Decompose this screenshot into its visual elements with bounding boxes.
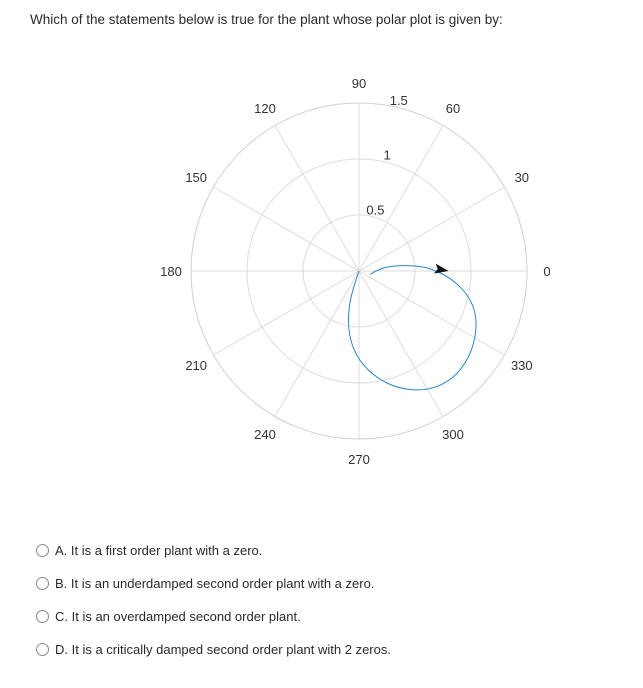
grid-spoke-10 <box>359 271 443 416</box>
angle-tick-label-8: 240 <box>254 426 276 442</box>
angle-tick-label-9: 270 <box>348 452 370 467</box>
option-d[interactable] <box>36 633 391 666</box>
angle-tick-label-2: 60 <box>445 101 461 117</box>
option-b[interactable] <box>36 567 391 600</box>
angle-tick-label-5: 150 <box>185 170 208 185</box>
option-c-label: C. It is an overdamped second order plant. <box>55 609 301 624</box>
angle-tick-label-3: 90 <box>351 76 367 91</box>
angle-tick-label-0: 0 <box>543 264 551 279</box>
grid-spoke-7 <box>214 271 359 355</box>
angle-tick-label-7: 210 <box>185 358 208 373</box>
radial-tick-label-2: 1.5 <box>389 92 408 108</box>
grid-spoke-1 <box>359 187 504 271</box>
angle-tick-label-1: 30 <box>514 170 530 185</box>
grid-spoke-4 <box>275 126 359 271</box>
radio-button-d[interactable] <box>36 643 49 656</box>
arrow-head-0 <box>434 264 449 274</box>
radial-tick-label-0: 0.5 <box>366 202 385 218</box>
radio-button-c[interactable] <box>36 610 49 623</box>
question-text: Which of the statements below is true for the plant whose polar plot is given by: <box>30 12 503 27</box>
option-d-label: D. It is a critically damped second order plant with 2 zeros. <box>55 642 391 657</box>
radio-button-a[interactable] <box>36 544 49 557</box>
option-a[interactable] <box>36 534 391 567</box>
grid-spoke-2 <box>359 126 443 271</box>
answer-options <box>36 534 391 666</box>
angle-tick-label-11: 330 <box>510 358 533 373</box>
angle-tick-label-10: 300 <box>442 426 464 442</box>
option-a-label: A. It is a first order plant with a zero. <box>55 543 263 558</box>
angle-tick-label-4: 120 <box>254 101 276 117</box>
grid-spoke-8 <box>275 271 359 416</box>
option-c[interactable] <box>36 600 391 633</box>
angle-tick-label-6: 180 <box>160 264 182 279</box>
radial-tick-label-1: 1 <box>383 147 391 163</box>
grid-spoke-11 <box>359 271 504 355</box>
option-b-label: B. It is an underdamped second order plant with a zero. <box>55 576 375 591</box>
grid-spoke-5 <box>214 187 359 271</box>
radio-button-b[interactable] <box>36 577 49 590</box>
radial-tick-labels <box>366 93 407 218</box>
